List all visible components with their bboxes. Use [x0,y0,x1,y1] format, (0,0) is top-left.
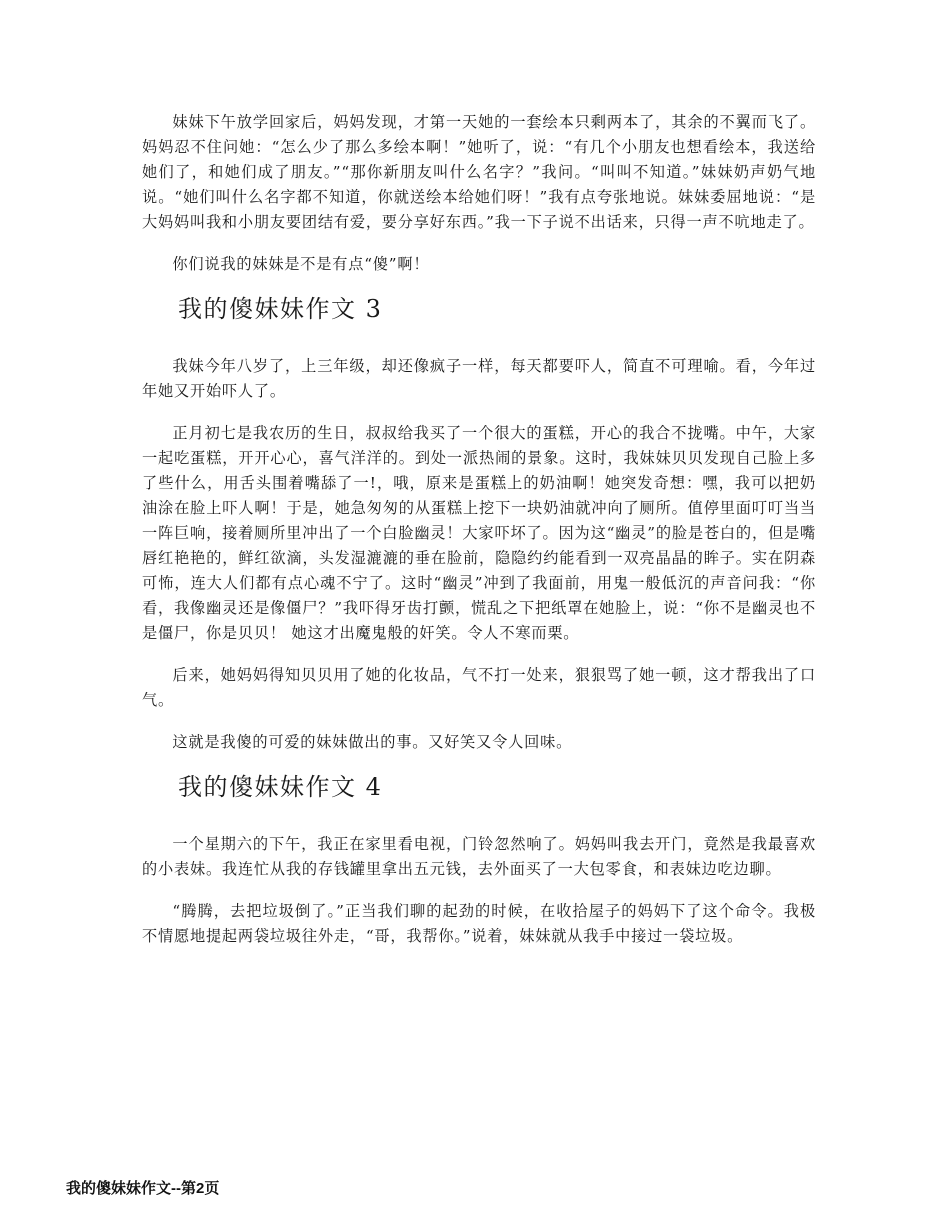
paragraph: 这就是我傻的可爱的妹妹做出的事。又好笑又令人回味。 [172,733,573,751]
paragraph: 一个星期六的下午，我正在家里看电视，门铃忽然响了。妈妈叫我去开门，竟然是我最喜欢的小表妹。我连忙从我的存钱罐里拿出五元钱，去外面买了一大包零食，和表妹边吃边聊。 [142,835,816,878]
paragraph: 你们说我的妹妹是不是有点“傻”啊！ [172,255,430,273]
document-body [142,110,816,966]
paragraph: 后来，她妈妈得知贝贝用了她的化妆品，气不打一处来，狠狠骂了她一顿，这才帮我出了口气。 [142,666,816,709]
section-heading-3: 我的傻妹妹作文 3 [178,295,383,323]
section-heading-4: 我的傻妹妹作文 4 [178,773,383,801]
paragraph: 我妹今年八岁了，上三年级，却还像疯子一样，每天都要吓人，简直不可理喻。看，今年过年她又开始吓人了。 [142,357,816,400]
paragraph: 妹妹下午放学回家后，妈妈发现，才第一天她的一套绘本只剩两本了，其余的不翼而飞了。妈妈忍不住问她：“怎么少了那么多绘本啊！”她听了，说：“有几个小朋友也想看绘本，我送给她们了，和她们成了朋友。”“那你新朋友叫什么名字？”我问。“叫叫不知道。”妹妹奶声奶气地说。“她们叫什么名字都不知道，你就送绘本给她们呀！”我有点夸张地说。妹妹委屈地说：“是大妈妈叫我和小朋友要团结有爱，要分享好东西。”我一下子说不出话来，只得一声不吭地走了。 [142,113,816,231]
paragraph: 正月初七是我农历的生日，叔叔给我买了一个很大的蛋糕，开心的我合不拢嘴。中午，大家一起吃蛋糕，开开心心，喜气洋洋的。到处一派热闹的景象。这时，我妹妹贝贝发现自己脸上多了些什么，用舌头围着嘴舔了一!，哦，原来是蛋糕上的奶油啊！她突发奇想：嘿，我可以把奶油涂在脸上吓人啊！于是，她急匆匆的从蛋糕上挖下一块奶油就冲向了厕所。值停里面叮叮当当一阵巨响，接着厕所里冲出了一个白脸幽灵！大家吓坏了。因为这“幽灵”的脸是苍白的，但是嘴唇红艳艳的，鲜红欲滴，头发湿漉漉的垂在脸前，隐隐约约能看到一双亮晶晶的眸子。实在阴森可怖，连大人们都有点心魂不宁了。这时“幽灵”冲到了我面前，用鬼一般低沉的声音问我：“你看，我像幽灵还是像僵尸？”我吓得牙齿打颤，慌乱之下把纸罩在她脸上，说：“你不是幽灵也不是僵尸，你是贝贝！ 她这才出魔鬼般的奸笑。令人不寒而栗。 [142,424,816,642]
paragraph: “腾腾，去把垃圾倒了。”正当我们聊的起劲的时候，在收拾屋子的妈妈下了这个命令。我极不情愿地提起两袋垃圾往外走，“哥，我帮你。”说着，妹妹就从我手中接过一袋垃圾。 [142,902,816,945]
page-footer: 我的傻妹妹作文--第2页 [66,1180,220,1197]
